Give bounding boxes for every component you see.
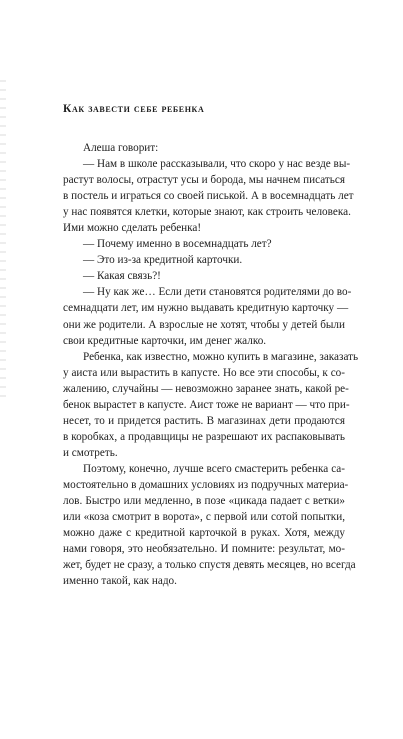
- text-line: свои кредитные карточки, им денег жалко.: [63, 334, 267, 347]
- paragraph: [63, 140, 345, 156]
- text-line: жалению, случайны — невозможно заранее знать, какой ре-: [63, 382, 349, 395]
- page-edge-marks: [0, 80, 6, 400]
- text-line: именно такой, как надо.: [63, 575, 177, 588]
- text-line: мостоятельно в домашних условиях из подручных материа-: [63, 478, 349, 491]
- paragraph: [63, 268, 345, 284]
- paragraph: [63, 156, 354, 236]
- text-line: Алеша говорит:: [83, 142, 159, 154]
- paragraph: [63, 236, 345, 252]
- text-line: — Нам в школе рассказывали, что скоро у нас везде вы-: [83, 158, 351, 171]
- text-line: и смотреть.: [63, 446, 118, 459]
- text-line: — Ну как же… Если дети становятся родителями до во-: [83, 286, 352, 299]
- text-line: они же родители. А взрослые не хотят, чтобы у детей были: [63, 318, 345, 331]
- text-line: или «коза смотрит в ворота», с первой или сотой попытки,: [63, 511, 345, 524]
- paragraph: [63, 461, 356, 589]
- text-line: можно даже с кредитной карточкой в руках. Хотя, между: [63, 527, 345, 540]
- text-line: несет, то и придется растить. В магазинах дети продаются: [63, 414, 345, 427]
- text-line: в постель и играться со своей писькой. А в восемнадцать лет: [63, 190, 354, 203]
- paragraph: [63, 252, 345, 268]
- paragraph: [63, 349, 359, 461]
- text-line: в коробках, а продавщицы не разрешают их распаковывать: [63, 430, 345, 443]
- text-line: бенок вырастет в капусте. Аист тоже не вариант — что при-: [63, 398, 350, 411]
- text-line: Ими можно сделать ребенка!: [63, 222, 202, 235]
- text-line: — Почему именно в восемнадцать лет?: [83, 238, 272, 251]
- chapter-title: Как завести себе ребенка: [63, 103, 205, 115]
- text-line: — Это из-за кредитной карточки.: [83, 254, 243, 267]
- text-line: лов. Быстро или медленно, в позе «цикада падает с ветки»: [63, 495, 345, 508]
- paragraph: [63, 284, 352, 348]
- text-line: у нас появятся клетки, которые знают, как строить человека.: [63, 206, 351, 219]
- text-line: нами говоря, это необязательно. И помните: результат, мо-: [63, 543, 345, 556]
- text-line: — Какая связь?!: [83, 270, 161, 283]
- text-line: Ребенка, как известно, можно купить в магазине, заказать: [83, 350, 359, 363]
- text-line: растут волосы, отрастут усы и борода, мы начнем писаться: [63, 174, 346, 187]
- text-line: у аиста или вырастить в капусте. Но все эти способы, к со-: [63, 366, 345, 379]
- body-text: [63, 140, 359, 589]
- text-line: Поэтому, конечно, лучше всего смастерить ребенка са-: [83, 462, 345, 475]
- text-line: жет, будет не сразу, а только спустя девять месяцев, но всегда: [63, 559, 356, 572]
- text-line: семнадцати лет, им нужно выдавать кредитную карточку —: [63, 302, 349, 315]
